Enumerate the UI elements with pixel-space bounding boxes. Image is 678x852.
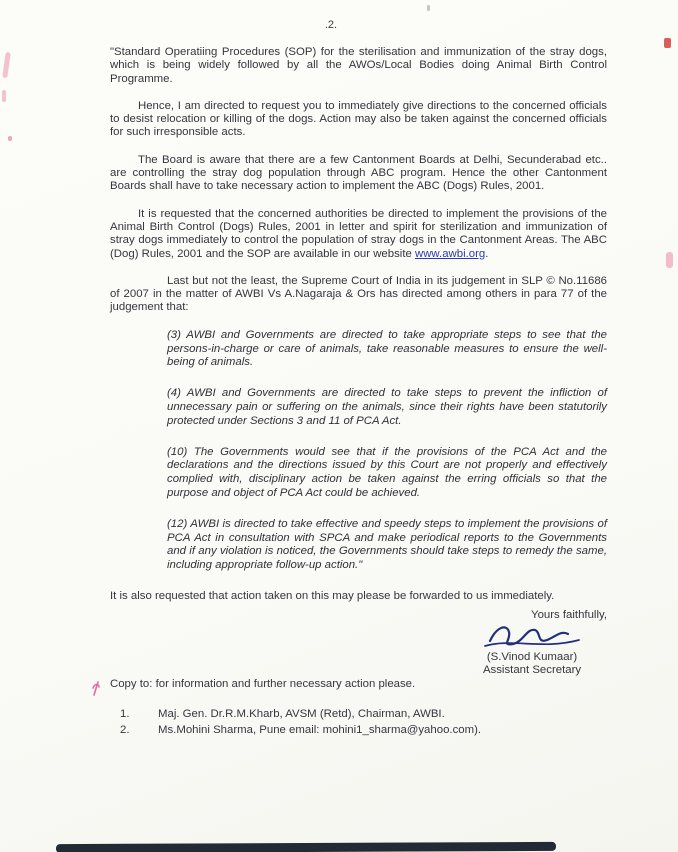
signature-scribble <box>482 621 582 655</box>
signatory-title: Assistant Secretary <box>482 664 582 677</box>
signatory-name: (S.Vinod Kumaar) <box>486 650 578 663</box>
scanner-edge-bar-artifact <box>56 842 556 852</box>
judgement-quote-para-12: (12) AWBI is directed to take effective and speedy steps to implement the provisions of PCA Act in consultation with SPCA and make periodical reports to the Governments and if any violation is noticed, the Governments should take steps to remedy the same, including appropriate follow-up action." <box>167 517 607 572</box>
copy-to-item-number: 2. <box>120 724 130 737</box>
copy-to-heading: Copy to: for information and further necessary action please. <box>110 677 416 690</box>
red-ink-mark-artifact <box>664 38 671 48</box>
paragraph-hence-directed: Hence, I am directed to request you to immediately give directions to the concerned officials to desist relocation or killing of the dogs. Action may also be taken against the concerned officials for such irresponsible acts. <box>110 99 607 139</box>
paragraph-abc-rules <box>110 208 607 261</box>
pink-ink-smudge-artifact <box>666 252 673 268</box>
paragraph-action-taken: It is also requested that action taken on this may please be forwarded to us immediately. <box>110 589 555 602</box>
page-number: .2. <box>324 19 338 31</box>
pink-ink-smudge-artifact <box>2 90 6 102</box>
valediction: Yours faithfully, <box>531 609 607 622</box>
pink-ink-speck-artifact <box>8 136 12 141</box>
letter-body <box>110 46 607 741</box>
gray-speck-artifact <box>427 5 430 11</box>
pink-ink-smudge-artifact <box>2 52 11 78</box>
paragraph-abc-rules-text: It is requested that the concerned authorities be directed to implement the provisions of the Animal Birth Control (Dogs) Rules, 2001 in letter and spirit for sterilization and immunization of stray dogs immediately to control the population of stray dogs in the Cantonment Areas. The ABC (Dog) Rules, 2001 and the SOP are available in our website <box>110 207 607 260</box>
judgement-quote-para-4: (4) AWBI and Governments are directed to take steps to prevent the infliction of unnecessary pain or suffering on the animals, since their rights have been statutorily protected under Sections 3 and 11 of PCA Act. <box>167 387 607 427</box>
judgement-quote-para-3: (3) AWBI and Governments are directed to take appropriate steps to see that the persons-in-charge or care of animals, take reasonable measures to ensure the well-being of animals. <box>167 328 607 369</box>
judgement-quote-para-10: (10) The Governments would see that if the provisions of the PCA Act and the declarations and the directions issued by this Court are not properly and effectively complied with, disciplinary action be taken against the erring officials so that the purpose and object of PCA Act could be achieved. <box>167 445 607 499</box>
copy-to-item-number: 1. <box>120 708 130 721</box>
copy-to-list <box>110 708 607 738</box>
copy-to-item-text: Maj. Gen. Dr.R.M.Kharb, AVSM (Retd), Chairman, AWBI. <box>158 708 445 721</box>
copy-to-item <box>110 708 607 721</box>
paragraph-abc-rules-period: . <box>485 247 489 260</box>
copy-to-item-text: Ms.Mohini Sharma, Pune email: mohini1_sharma@yahoo.com). <box>158 724 482 737</box>
paragraph-supreme-court: Last but not the least, the Supreme Court of India in its judgement in SLP © No.11686 of 2007 in the matter of AWBI Vs A.Nagaraja & Ors has directed among others in para 77 of the judgement that: <box>110 274 607 314</box>
pink-pen-mark-artifact <box>91 679 101 697</box>
signature-block <box>457 609 607 678</box>
awbi-website-link: www.awbi.org <box>414 247 486 260</box>
paragraph-cantonment-boards: The Board is aware that there are a few Cantonment Boards at Delhi, Secunderabad etc.. are controlling the stray dog population through ABC program. Hence the other Cantonment Boards shall have to take necessary action to implement the ABC (Dogs) Rules, 2001. <box>110 153 607 193</box>
copy-to-item <box>110 724 607 737</box>
paragraph-sop: "Standard Operatiing Procedures (SOP) for the sterilisation and immunization of the stray dogs, which is being widely followed by all the AWOs/Local Bodies doing Animal Birth Control Programme. <box>110 46 607 85</box>
